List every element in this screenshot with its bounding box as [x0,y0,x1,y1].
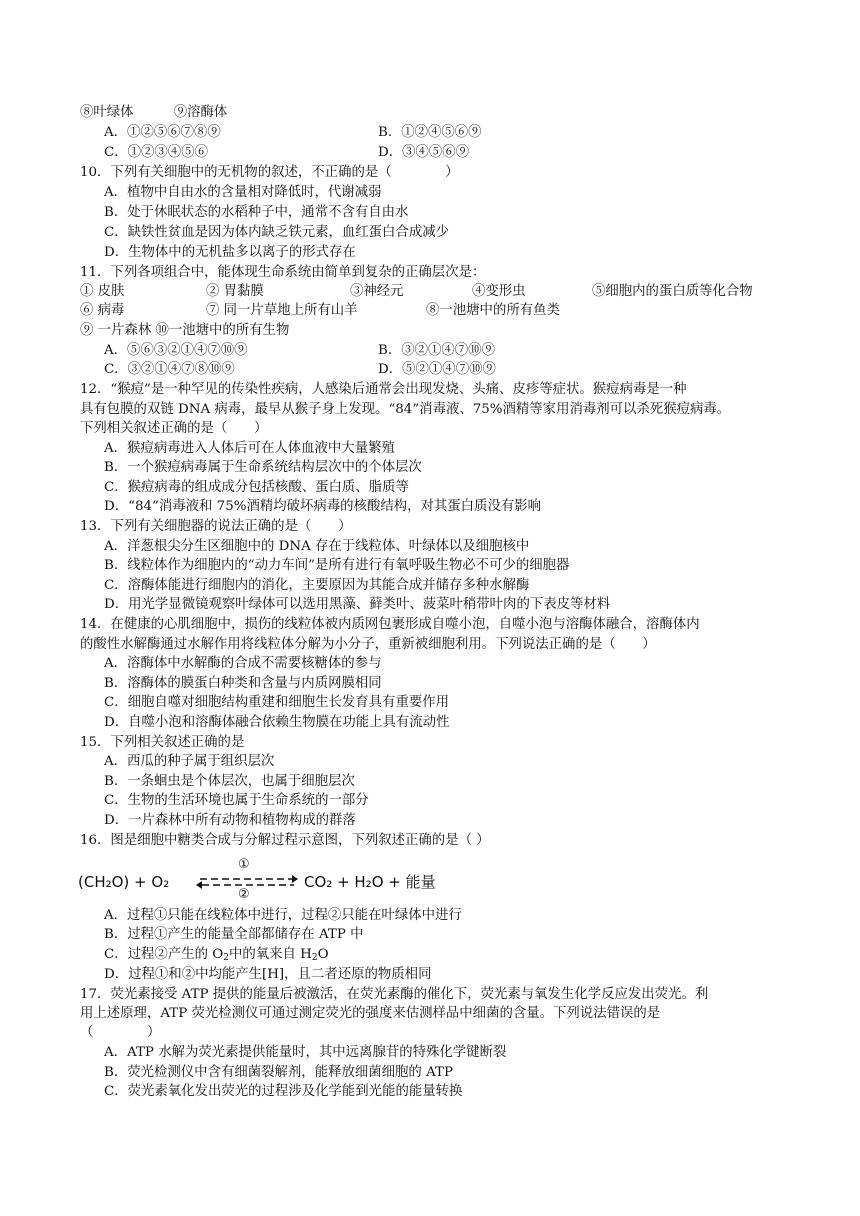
equation-reactants: (CH₂O) + O₂ [78,873,170,891]
q10-option-b: B．处于休眠状态的水稻种子中，通常不含有自由水 [104,205,409,220]
q14-stem-line1: 14．在健康的心肌细胞中，损伤的线粒体被内质网包裹形成自噬小泡，自噬小泡与溶酶体融合，溶酶体内 [80,617,700,632]
q10-stem: 10．下列有关细胞中的无机物的叙述，不正确的是（ ） [80,165,459,180]
q11-item-9-10: ⑨ 一片森林 ⑩一池塘中的所有生物 [80,323,290,338]
q15-option-a: A．西瓜的种子属于组织层次 [104,754,275,769]
q12-option-d: D．“84”消毒液和 75%酒精均破坏病毒的核酸结构，对其蛋白质没有影响 [104,499,542,514]
reversible-arrow-icon [196,872,298,892]
q11-item-3: ③神经元 [350,284,404,299]
q11-item-1: ① 皮肤 [80,284,125,299]
q16-option-c-part1: C．过程②产生的 O [104,947,224,962]
equation-process-2-label: ② [238,887,250,902]
q10-option-c: C．缺铁性贫血是因为体内缺乏铁元素，血红蛋白合成减少 [104,225,450,240]
q17-stem-line1: 17．荧光素接受 ATP 提供的能量后被激活，在荧光素酶的催化下，荧光素与氧发生化学反应发出荧光。利 [80,987,709,1002]
q13-option-d: D．用光学显微镜观察叶绿体可以选用黑藻、藓类叶、菠菜叶稍带叶肉的下表皮等材料 [104,597,611,612]
q16-option-c-sub1: 2 [223,953,229,963]
q14-stem-line2: 的酸性水解酶通过水解作用将线粒体分解为小分子，重新被细胞利用。下列说法正确的是（ ） [80,637,656,652]
q14-option-b: B．溶酶体的膜蛋白种类和含量与内质网膜相同 [104,676,382,691]
equation-products: CO₂ + H₂O + 能量 [304,873,436,891]
q9-option-a: A．①②⑤⑥⑦⑧⑨ [104,125,221,140]
q15-option-d: D．一片森林中所有动物和植物构成的群落 [104,813,356,828]
q10-option-d: D．生物体中的无机盐多以离子的形式存在 [104,245,356,260]
q17-option-c: C．荧光素氧化发出荧光的过程涉及化学能到光能的能量转换 [104,1084,463,1099]
q16-reaction-equation [78,858,458,900]
q11-item-5: ⑤细胞内的蛋白质等化合物 [592,284,753,299]
q13-stem: 13．下列有关细胞器的说法正确的是（ ） [80,519,352,534]
q12-option-c: C．猴痘病毒的组成成分包括核酸、蛋白质、脂质等 [104,480,409,495]
q17-stem-line3: （ ） [80,1025,161,1040]
q16-option-c-part3: O [317,947,329,962]
q12-stem-line3: 下列相关叙述正确的是（ ） [80,421,268,436]
q14-option-c: C．细胞自噬对细胞结构重建和细胞生长发育具有重要作用 [104,695,450,710]
q9-option-b: B．①②④⑤⑥⑨ [378,125,482,140]
q9-option-d: D．③④⑤⑥⑨ [378,145,470,160]
q9-items-line: ⑧叶绿体 ⑨溶酶体 [80,105,228,120]
q11-option-d: D．⑤②①④⑦⑩⑨ [378,362,496,377]
q11-option-c: C．③②①④⑦⑧⑩⑨ [104,362,235,377]
q11-item-7: ⑦ 同一片草地上所有山羊 [206,303,358,318]
q10-option-a: A．植物中自由水的含量相对降低时，代谢减弱 [104,185,382,200]
q11-stem: 11．下列各项组合中，能体现生命系统由简单到复杂的正确层次是： [80,265,486,280]
q13-option-a: A．洋葱根尖分生区细胞中的 DNA 存在于线粒体、叶绿体以及细胞核中 [104,539,530,554]
q15-option-b: B．一条蛔虫是个体层次，也属于细胞层次 [104,774,355,789]
q15-stem: 15．下列相关叙述正确的是 [80,735,245,750]
q16-option-c-sub2: 2 [311,953,318,963]
q12-option-b: B．一个猴痘病毒属于生命系统结构层次中的个体层次 [104,460,422,475]
q17-option-a: A．ATP 水解为荧光素提供能量时，其中远离腺苷的特殊化学键断裂 [104,1045,507,1060]
q13-option-b: B．线粒体作为细胞内的“动力车间”是所有进行有氧呼吸生物必不可少的细胞器 [104,558,570,573]
q12-stem-line1: 12．“猴痘”是一种罕见的传染性疾病，人感染后通常会出现发烧、头痛、皮疹等症状。猴痘病毒是一种 [80,382,687,397]
q11-item-4: ④变形虫 [472,284,526,299]
q11-option-a: A．⑤⑥③②①④⑦⑩⑨ [104,343,248,358]
q11-item-8: ⑧一池塘中的所有鱼类 [426,303,560,318]
q13-option-c: C．溶酶体能进行细胞内的消化，主要原因为其能合成并储存多种水解酶 [104,578,530,593]
q17-stem-line2: 用上述原理，ATP 荧光检测仪可通过测定荧光的强度来估测样品中细菌的含量。下列说法错误的是 [80,1006,661,1021]
q15-option-c: C．生物的生活环境也属于生命系统的一部分 [104,793,369,808]
q9-option-c: C．①②③④⑤⑥ [104,145,208,160]
q16-option-b: B．过程①产生的能量全部都储存在 ATP 中 [104,927,364,942]
q17-option-b: B．荧光检测仪中含有细菌裂解剂，能释放细菌细胞的 ATP [104,1065,453,1080]
q11-item-6: ⑥ 病毒 [80,303,125,318]
q11-item-2: ② 胃黏膜 [206,284,264,299]
q12-stem-line2: 具有包膜的双链 DNA 病毒，最早从猴子身上发现。“84”消毒液、75%酒精等家用消毒剂可以杀死猴痘病毒。 [80,402,731,417]
equation-process-1-label: ① [238,857,250,872]
q16-option-c-part2: 中的氧来自 H [228,947,312,962]
q14-option-a: A．溶酶体中水解酶的合成不需要核糖体的参与 [104,656,382,671]
q16-option-c [104,946,329,967]
q12-option-a: A．猴痘病毒进入人体后可在人体血液中大量繁殖 [104,441,395,456]
q16-option-d: D．过程①和②中均能产生[H]，且二者还原的物质相同 [104,967,432,982]
q14-option-d: D．自噬小泡和溶酶体融合依赖生物膜在功能上具有流动性 [104,715,450,730]
q11-option-b: B．③②①④⑦⑩⑨ [378,343,495,358]
q16-stem: 16．图是细胞中糖类合成与分解过程示意图，下列叙述正确的是（ ） [80,833,490,848]
q16-option-a: A．过程①只能在线粒体中进行，过程②只能在叶绿体中进行 [104,908,462,923]
